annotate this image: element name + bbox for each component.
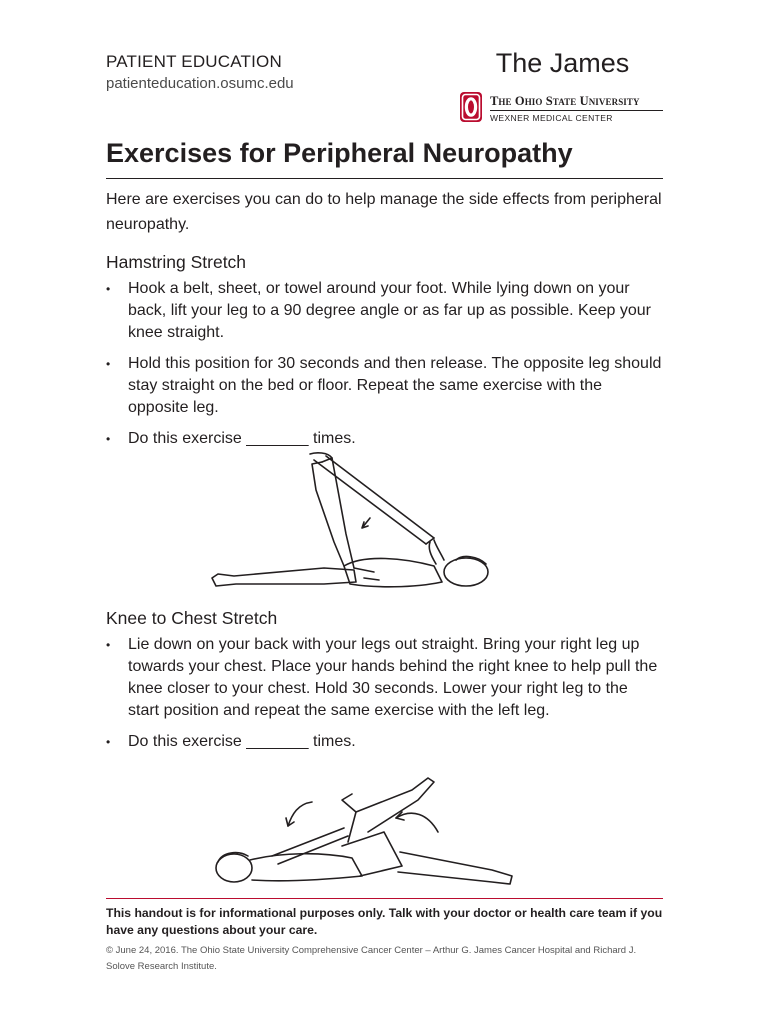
footer-divider <box>106 898 663 899</box>
list-item: • Hold this position for 30 seconds and then release. The opposite leg should stay straight on the bed or floor. Repeat the same exercise with the opposite leg. <box>106 353 662 419</box>
header-left <box>106 52 294 92</box>
section-heading-hamstring: Hamstring Stretch <box>106 252 247 272</box>
section-label: PATIENT EDUCATION <box>106 52 282 71</box>
list-item: • Do this exercise _______ times. <box>106 731 662 753</box>
medical-center-name: WEXNER MEDICAL CENTER <box>490 113 613 123</box>
title-divider <box>106 178 663 179</box>
hamstring-instructions <box>106 278 662 459</box>
knee-to-chest-instructions <box>106 634 662 762</box>
university-name: The Ohio State University <box>490 94 640 108</box>
block-o-logo-icon <box>460 92 482 122</box>
intro-paragraph: Here are exercises you can do to help manage the side effects from peripheral neuropathy. <box>106 191 662 233</box>
hamstring-stretch-illustration <box>204 450 496 600</box>
page-title: Exercises for Peripheral Neuropathy <box>106 138 573 168</box>
list-item: • Lie down on your back with your legs out straight. Bring your right leg up towards your chest. Place your hands behind the right knee to help pull the knee closer to your chest. Hold 30 seconds. Lower your right leg to the start position and repeat the same exercise with the left leg. <box>106 634 662 722</box>
copyright-text: © June 24, 2016. The Ohio State University Comprehensive Cancer Center – Arthur G. James Cancer Hospital and Richard J. Solove Research Institute. <box>106 945 637 972</box>
knee-to-chest-illustration <box>212 772 516 894</box>
logo-divider <box>490 110 663 111</box>
brand-block <box>460 48 665 123</box>
section-heading-knee-to-chest: Knee to Chest Stretch <box>106 608 278 628</box>
website-url: patienteducation.osumc.edu <box>106 75 294 92</box>
disclaimer-text: This handout is for informational purposes only. Talk with your doctor or health care team if you have any questions about your care. <box>106 906 663 937</box>
brand-name: The James <box>495 48 630 78</box>
osu-logo-lockup <box>460 92 665 126</box>
list-item: • Do this exercise _______ times. <box>106 428 662 450</box>
list-item: • Hook a belt, sheet, or towel around your foot. While lying down on your back, lift your leg to a 90 degree angle or as far up as possible. Keep your knee straight. <box>106 278 662 344</box>
